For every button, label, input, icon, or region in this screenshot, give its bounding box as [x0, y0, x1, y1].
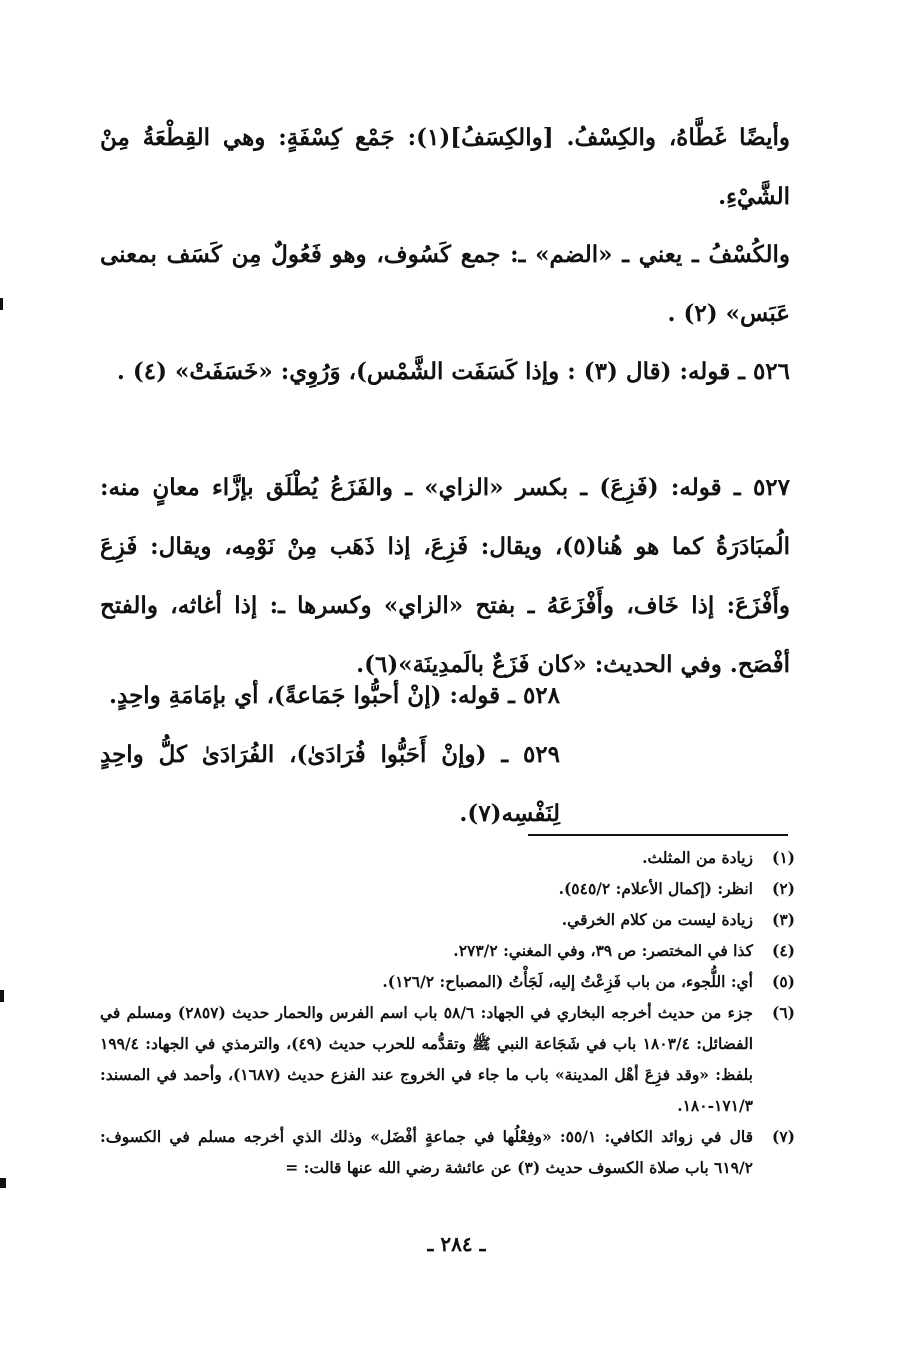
footnote-number: (٢) — [771, 879, 795, 898]
footnote-2 — [100, 873, 795, 904]
paragraph-text: والكُسْفُ ـ يعني ـ «الضم» ـ: جمع كَسُوف، وهو فَعُولٌ مِن كَسَف بمعنى عَبَس» (٢) . — [100, 241, 790, 327]
footnote-7 — [100, 1121, 795, 1183]
footnote-number: (٣) — [771, 910, 795, 929]
footnote-text: قال في زوائد الكافي: ٥٥/١: «وفِعْلُها في جماعةٍ أفْضَل» وذلك الذي أخرجه مسلم في الكسوف: ٦١٩/٢ باب صلاة الكسوف حديث (٣) عن عائشة رضي الله عنها قالت: = — [100, 1127, 753, 1177]
paragraph-528 — [100, 666, 790, 725]
paragraph-kusf — [100, 225, 790, 343]
footnote-text: انظر: (إكمال الأعلام: ٥٤٥/٢). — [558, 879, 753, 898]
footnote-number: (٥) — [771, 972, 795, 991]
footnote-text: كذا في المختصر: ص ٣٩، وفي المغني: ٢٧٣/٢. — [453, 941, 753, 960]
footnote-number: (٤) — [771, 941, 795, 960]
page-number: ـ ٢٨٤ ـ — [427, 1232, 486, 1256]
footnote-5 — [100, 966, 795, 997]
footnote-number: (١) — [771, 848, 795, 867]
paragraph-kisf — [100, 108, 790, 226]
paragraph-text: ٥٢٩ ـ (وإنْ أَحَبُّوا فُرَادَىٰ)، الفُرَادَىٰ كلُّ واحِدٍ لِنَفْسِه(٧). — [100, 741, 560, 827]
footnote-number: (٧) — [771, 1127, 795, 1146]
paragraph-text: ٥٢٨ ـ قوله: (إنْ أحبُّوا جَمَاعةً)، أي بإمَامَةِ واحِدٍ. — [108, 682, 560, 709]
paragraph-529 — [100, 725, 790, 843]
footnote-text: زيادة من المثلث. — [642, 848, 753, 867]
footnote-text: زيادة ليست من كلام الخرقي. — [561, 910, 753, 929]
footnote-text: جزء من حديث أخرجه البخاري في الجهاد: ٥٨/٦ باب اسم الفرس والحمار حديث (٢٨٥٧) ومسلم في الفضائل: ١٨٠٣/٤ باب في شَجَاعة النبي ﷺ وتقدُّمه للحرب حديث (٤٩)، والترمذي في الجهاد: ١٩٩/٤ بلفظ: «وقد فزِعَ أهْل المدينة» باب ما جاء في الخروج عند الفزع حديث (١٦٨٧)، وأحمد في المسند: ١٧١/٣-١٨٠. — [100, 1003, 753, 1115]
scan-edge-mark — [0, 1178, 6, 1188]
paragraph-text: ٥٢٦ ـ قوله: (قال (٣) : وإذا كَسَفَت الشَّمْس)، وَرُوِي: «خَسَفَتْ» (٤) . — [116, 358, 790, 385]
footnote-separator — [528, 834, 788, 836]
footnote-1 — [100, 842, 795, 873]
footnote-text: أي: اللُّجوء، من باب فَزِعْتُ إليه، لَجَأْتُ (المصباح: ١٢٦/٢). — [382, 972, 753, 991]
footnote-3 — [100, 904, 795, 935]
footnote-number: (٦) — [771, 1003, 795, 1022]
paragraph-text: وأيضًا غَطَّاهُ، والكِسْفُ. [والكِسَفُ](١): جَمْع كِسْفَةٍ: وهي القِطْعَةُ مِنْ الشَّيْءِ. — [100, 124, 790, 210]
paragraph-527 — [100, 458, 790, 694]
scan-edge-mark — [0, 298, 3, 310]
scan-edge-mark — [0, 990, 4, 1002]
paragraph-526 — [100, 342, 790, 401]
paragraph-text: ٥٢٧ ـ قوله: (فَزِعَ) ـ بكسر «الزاي» ـ والفَزَعُ يُطْلَق بإزَّاء معانٍ منه: الُمبَادَرَةُ كما هو هُنا(٥)، ويقال: فَزِعَ، إذا ذَهَب مِنْ نَوْمِه، ويقال: فَزِعَ وأَفْزَعَ: إذا خَاف، وأَفْزَعَهُ ـ بفتح «الزاي» وكسرها ـ: إذا أغاثه، والفتح أفْصَح. وفي الحديث: «كان فَزَعٌ بالَمدِينَة»(٦). — [100, 474, 790, 678]
footnote-6 — [100, 997, 795, 1121]
footnotes — [100, 842, 795, 1183]
footnote-4 — [100, 935, 795, 966]
